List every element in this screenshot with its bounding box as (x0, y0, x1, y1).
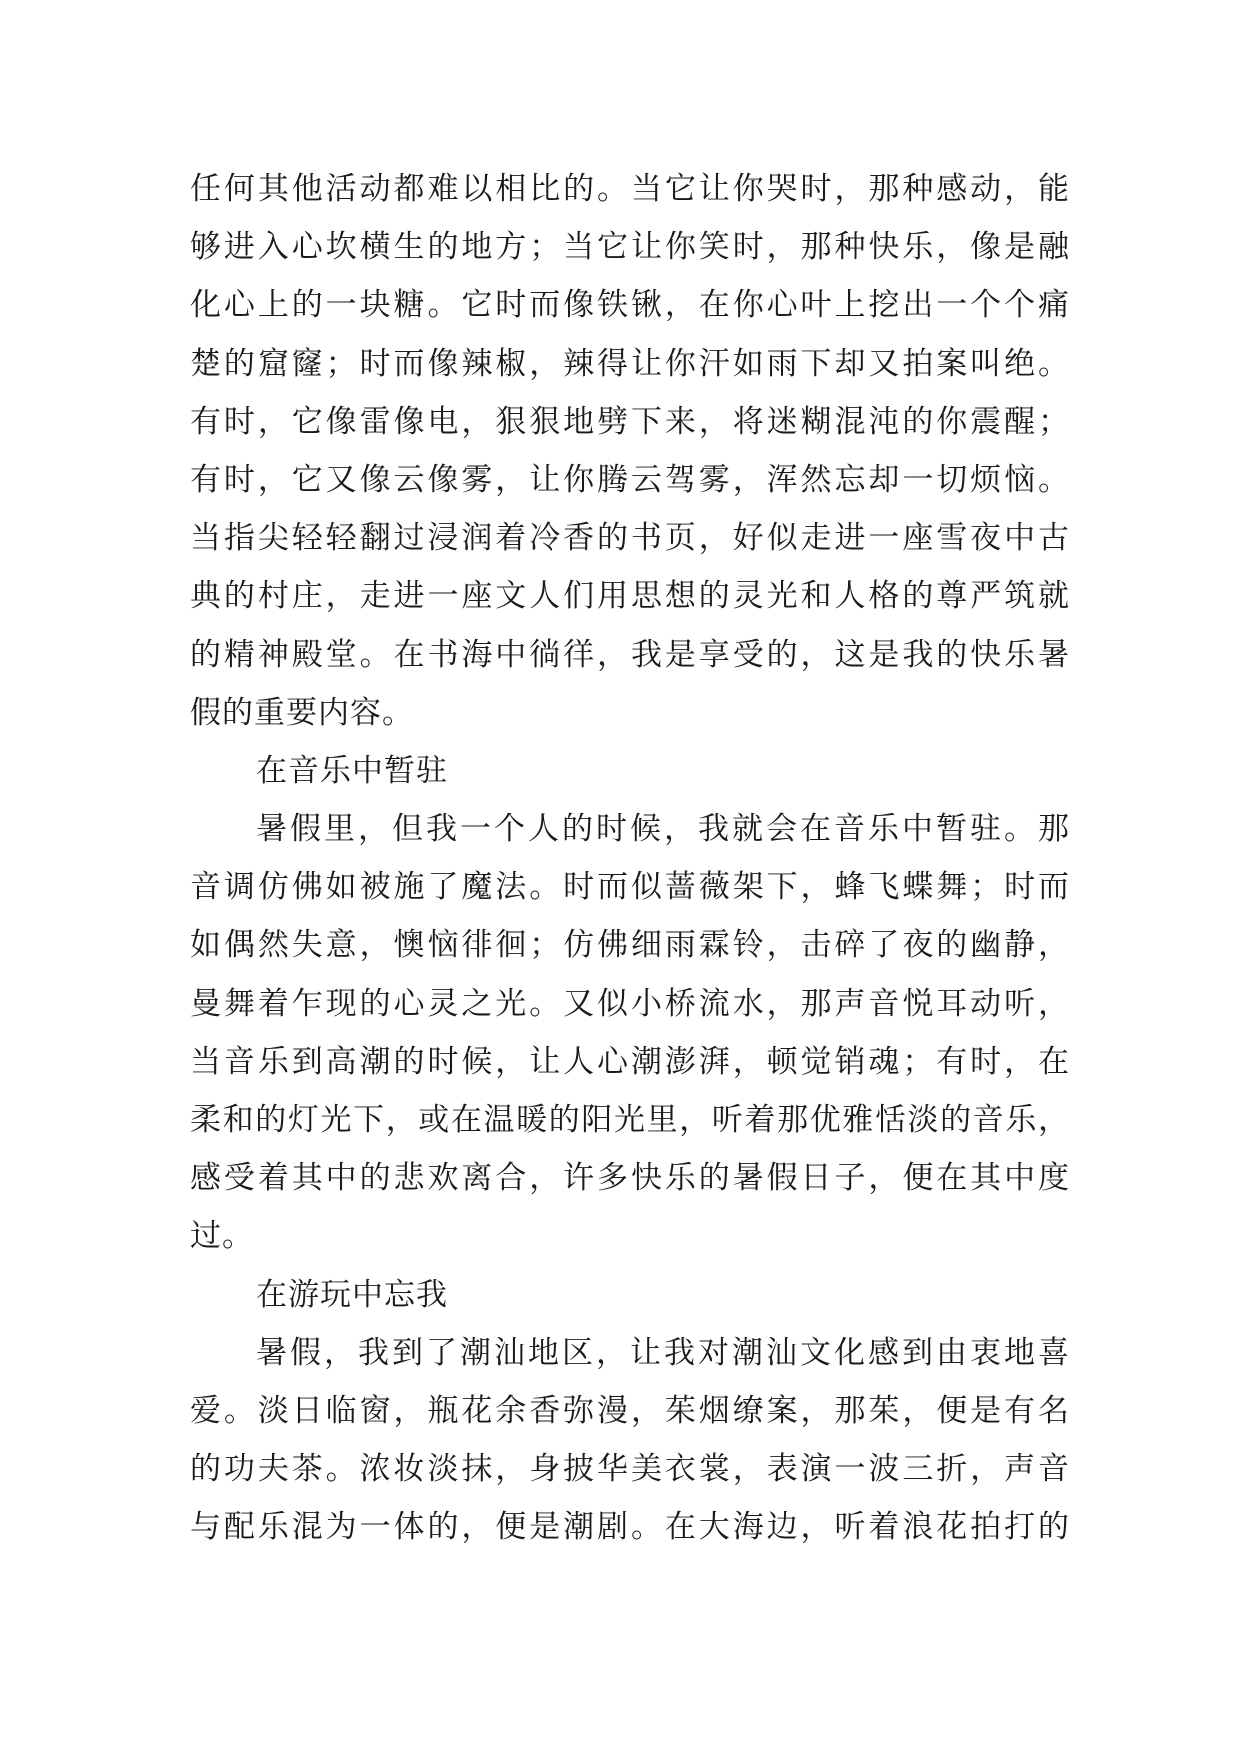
body-text-line: 音调仿佛如被施了魔法。时而似蔷薇架下，蜂飞蝶舞；时而 (190, 869, 1070, 906)
body-text-line: 感受着其中的悲欢离合，许多快乐的暑假日子，便在其中度 (190, 1160, 1070, 1197)
paragraph-first-line: 暑假，我到了潮汕地区，让我对潮汕文化感到由衷地喜 (256, 1334, 1070, 1371)
body-text-line: 当指尖轻轻翻过浸润着冷香的书页，好似走进一座雪夜中古 (190, 520, 1070, 557)
body-text-line: 典的村庄，走进一座文人们用思想的灵光和人格的尊严筑就 (190, 578, 1070, 615)
body-text-line: 有时，它又像云像雾，让你腾云驾雾，浑然忘却一切烦恼。 (190, 461, 1070, 498)
section-heading: 在游玩中忘我 (256, 1276, 448, 1313)
document-body (190, 160, 1070, 1557)
body-text-line: 当音乐到高潮的时候，让人心潮澎湃，顿觉销魂；有时，在 (190, 1043, 1070, 1080)
body-text-line: 的精神殿堂。在书海中徜徉，我是享受的，这是我的快乐暑 (190, 636, 1070, 673)
body-text-line: 爱。淡日临窗，瓶花余香弥漫，茱烟缭案，那茱，便是有名 (190, 1392, 1070, 1429)
section-heading: 在音乐中暂驻 (256, 752, 448, 789)
body-text-line: 柔和的灯光下，或在温暖的阳光里，听着那优雅恬淡的音乐， (190, 1102, 1070, 1138)
body-text-line: 曼舞着乍现的心灵之光。又似小桥流水，那声音悦耳动听， (190, 985, 1070, 1022)
paragraph-end-line: 过。 (190, 1218, 254, 1255)
paragraph-first-line: 暑假里，但我一个人的时候，我就会在音乐中暂驻。那 (256, 811, 1070, 848)
body-text-line: 够进入心坎横生的地方；当它让你笑时，那种快乐，像是融 (190, 229, 1070, 266)
body-text-line: 与配乐混为一体的，便是潮剧。在大海边，听着浪花拍打的 (190, 1509, 1070, 1546)
body-text-line: 有时，它像雷像电，狠狠地劈下来，将迷糊混沌的你震醒； (190, 403, 1070, 440)
body-text-line: 如偶然失意，懊恼徘徊；仿佛细雨霖铃，击碎了夜的幽静， (190, 927, 1070, 964)
body-text-line: 的功夫茶。浓妆淡抹，身披华美衣裳，表演一波三折，声音 (190, 1451, 1070, 1488)
body-text-line: 任何其他活动都难以相比的。当它让你哭时，那种感动，能 (190, 171, 1070, 207)
body-text-line: 化心上的一块糖。它时而像铁锹，在你心叶上挖出一个个痛 (190, 287, 1070, 324)
paragraph-end-line: 假的重要内容。 (190, 694, 414, 731)
body-text-line: 楚的窟窿；时而像辣椒，辣得让你汗如雨下却又拍案叫绝。 (190, 345, 1070, 382)
